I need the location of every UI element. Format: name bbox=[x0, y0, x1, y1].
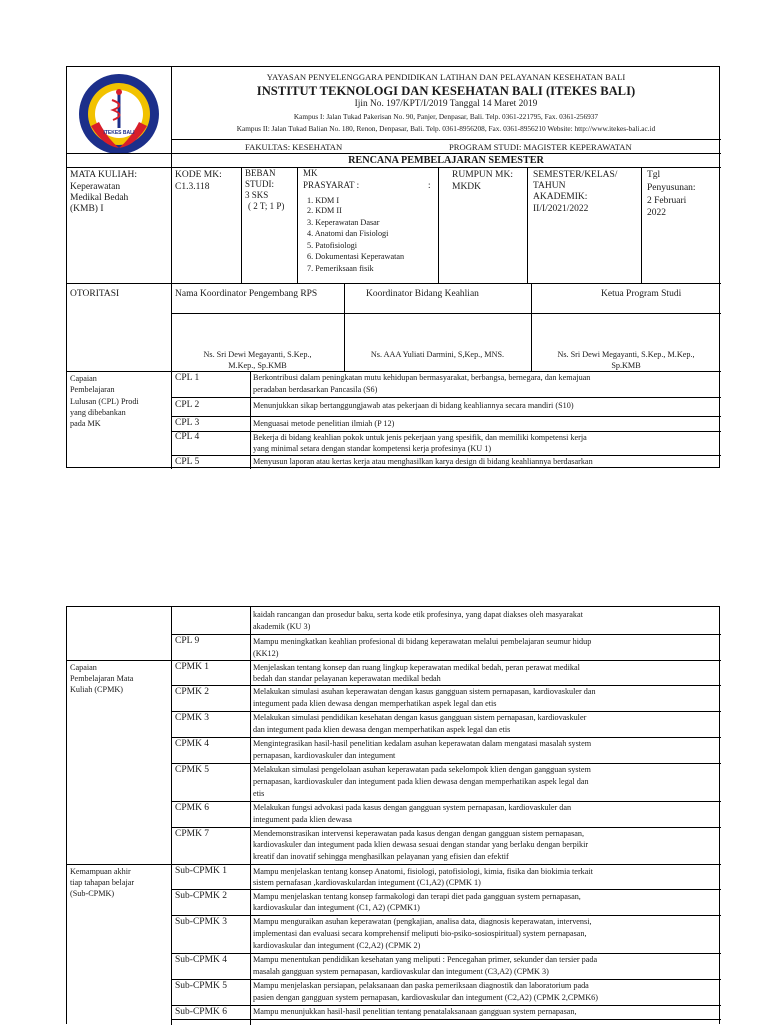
sub-label-line-2: tiap tahapan belajar bbox=[70, 878, 135, 887]
mk-name-line-2: Medikal Bedah bbox=[70, 193, 129, 203]
cpmk-1-code: CPMK 1 bbox=[175, 662, 210, 672]
tgl-line-4: 2022 bbox=[647, 208, 666, 218]
cpmk-3-code: CPMK 3 bbox=[175, 713, 210, 723]
institute-name: INSTITUT TEKNOLOGI DAN KESEHATAN BALI (ITEKES BALI) bbox=[256, 84, 636, 98]
name-3-line-1: Ns. Sri Dewi Megayanti, S.Kep., M.Kep., bbox=[557, 350, 695, 359]
sub-label-line-1: Kemampuan akhir bbox=[70, 867, 131, 876]
mk-name-line-1: Keperawatan bbox=[70, 182, 121, 192]
otoritas-label: OTORITASI bbox=[70, 289, 120, 299]
sub-cpmk-1-text-1: Mampu menjelaskan tentang konsep Anatomi, fisiologi, patofisiologi, kimia, fisika dan biokimia terkait bbox=[253, 867, 593, 876]
document-title: RENCANA PEMBELAJARAN SEMESTER bbox=[348, 155, 544, 166]
prasyarat-item-5: 5. Patofisiologi bbox=[307, 241, 358, 250]
cpmk-label-line-1: Capaian bbox=[70, 663, 97, 672]
cpmk-5-text-3: etis bbox=[253, 789, 265, 798]
cpmk-4-text-1: Mengintegrasikan hasil-hasil penelitian kedalam asuhan keperawatan dalam mengatasi masalah system bbox=[253, 739, 592, 748]
prasyarat-item-2: 2. KDM II bbox=[307, 206, 342, 215]
mk-name-line-3: (KMB) I bbox=[70, 204, 104, 214]
sub-label-line-3: (Sub-CPMK) bbox=[70, 889, 115, 898]
course-code: C1.3.118 bbox=[175, 182, 210, 192]
cpmk-1-text-1: Menjelaskan tentang konsep dan ruang lingkup keperawatan medikal bedah, peran perawat medikal bbox=[253, 663, 580, 672]
sub-cpmk-3-text-2: implementasi dan evaluasi secara komprehensif meliputi bio-psiko-sosiospiritual) system pernapasan, bbox=[253, 929, 587, 938]
sub-cpmk-5-text-1: Mampu menjelaskan persiapan, pelaksanaan dan paska pemeriksaan diagnostik dan laboratorium pada bbox=[253, 981, 589, 990]
svg-text:ITEKES BALI: ITEKES BALI bbox=[103, 130, 135, 136]
prasyarat-colon: : bbox=[428, 180, 431, 190]
name-1-line-1: Ns. Sri Dewi Megayanti, S.Kep., bbox=[203, 350, 312, 359]
otoritas-col-3: Ketua Program Studi bbox=[601, 289, 682, 299]
cpmk-1-text-2: bedah dan standar pelayanan keperawatan medikal bedah bbox=[253, 674, 441, 683]
cpmk-6-text-1: Melakukan fungsi advokasi pada kasus dengan gangguan system pernapasan, kardiovaskuler dan bbox=[253, 803, 572, 812]
sub-cpmk-4-text-2: masalah gangguan system pernapasan, kardiovaskular dan integument (C3,A2) (CPMK 3) bbox=[253, 967, 549, 976]
cpl-2-code: CPL 2 bbox=[175, 400, 200, 410]
cpmk-6-text-2: integument pada klien dewasa bbox=[253, 815, 352, 824]
itekes-logo bbox=[77, 72, 161, 156]
cpmk-2-text-2: integument pada klien dewasa dengan memperhatikan aspek legal dan etis bbox=[253, 699, 497, 708]
cpmk-5-text-1: Melakukan simulasi pengelolaan asuhan keperawatan pada sekelompok klien dengan gangguan system bbox=[253, 765, 591, 774]
permit-number: Ijin No. 197/KPT/I/2019 Tanggal 14 Maret 2019 bbox=[354, 99, 538, 109]
cpl-9-code: CPL 9 bbox=[175, 636, 200, 646]
sub-cpmk-6-code: Sub-CPMK 6 bbox=[175, 1007, 227, 1017]
sub-cpmk-4-text-1: Mampu menentukan pendidikan kesehatan yang meliputi : Pencegahan primer, sekunder dan tersier pada bbox=[253, 955, 598, 964]
cpl-9-text-1: Mampu meningkatkan keahlian profesional di bidang keperawatan melalui pembelajaran seumur hidup bbox=[253, 637, 592, 646]
cpl-5-cont-1: kaidah rancangan dan prosedur baku, serta kode etik profesinya, yang dapat diakses oleh masyarakat bbox=[253, 610, 583, 619]
cpmk-label-line-3: Kuliah (CPMK) bbox=[70, 685, 123, 694]
cpl-1-code: CPL 1 bbox=[175, 373, 200, 383]
rumpun-label: RUMPUN MK: bbox=[452, 170, 513, 180]
cpl-label-line-5: pada MK bbox=[70, 419, 101, 428]
cpl-3-code: CPL 3 bbox=[175, 418, 200, 428]
prasyarat-item-7: 7. Pemeriksaan fisik bbox=[307, 264, 374, 273]
sub-cpmk-6-text-1: Mampu menunjukkan hasil-hasil penelitian tentang penatalaksanaan gangguan system pernapasan, bbox=[253, 1007, 577, 1016]
cpmk-7-text-1: Mendemonstrasikan intervensi keperawatan pada kasus dengan dengan gangguan sistem pernapasan, bbox=[253, 829, 585, 838]
rumpun-value: MKDK bbox=[452, 182, 482, 192]
name-2: Ns. AAA Yuliati Darmini, S,Kep., MNS. bbox=[370, 350, 505, 359]
sub-cpmk-1-text-2: sistem pernafasan ,kardiovaskulardan integument (C1,A2) (CPMK 1) bbox=[253, 878, 481, 887]
cpl-4-text-1: Bekerja di bidang keahlian pokok untuk jenis pekerjaan yang spesifik, dan memiliki kompetensi kerja bbox=[253, 433, 587, 442]
campus-1-address: Kampus I: Jalan Tukad Pakerisan No. 90, Panjer, Denpasar, Bali. Telp. 0361-221795, Fax. 0361-256937 bbox=[293, 112, 599, 121]
beban-line-2: STUDI: bbox=[245, 179, 274, 189]
program-label: PROGRAM STUDI: MAGISTER KEPERAWATAN bbox=[449, 142, 632, 152]
faculty-label: FAKULTAS: KESEHATAN bbox=[245, 142, 343, 152]
tgl-line-2: Penyusunan: bbox=[647, 183, 696, 193]
semester-line-2: TAHUN bbox=[533, 181, 566, 191]
mk-label: MATA KULIAH: bbox=[70, 170, 138, 180]
cpl-label-line-3: Lulusan (CPL) Prodi bbox=[70, 397, 139, 406]
semester-line-3: AKADEMIK: bbox=[533, 192, 588, 202]
cpmk-2-text-1: Melakukan simulasi asuhan keperawatan dengan kasus gangguan sistem pernapasan, kardiovaskuler dan bbox=[253, 687, 596, 696]
cpl-5-cont-2: akademik (KU 3) bbox=[253, 622, 311, 631]
prasyarat-item-3: 3. Keperawatan Dasar bbox=[307, 218, 380, 227]
cpmk-7-code: CPMK 7 bbox=[175, 829, 210, 839]
sub-cpmk-3-code: Sub-CPMK 3 bbox=[175, 917, 227, 927]
rps-page-2 bbox=[66, 606, 720, 1024]
cpl-2-text-1: Menunjukkan sikap bertanggungjawab atas pekerjaan di bidang keahliannya secara mandiri (S10) bbox=[253, 401, 574, 410]
sub-cpmk-3-text-1: Mampu menguraikan asuhan keperawatan (pengkajian, analisa data, diagnosis keperawatan, intervensi, bbox=[253, 917, 592, 926]
cpl-4-code: CPL 4 bbox=[175, 432, 200, 442]
sub-cpmk-2-text-2: kardiovaskular dan integument (C1, A2) (CPMK1) bbox=[253, 903, 420, 912]
cpmk-5-text-2: pernapasan, kardiovaskuler dan integument pada klien dewasa dengan memperhatikan aspek legal dan bbox=[253, 777, 589, 786]
beban-line-3: 3 SKS bbox=[245, 190, 269, 200]
prasyarat-item-6: 6. Dokumentasi Keperawatan bbox=[307, 252, 405, 261]
tgl-line-1: Tgl bbox=[647, 170, 661, 180]
cpmk-4-code: CPMK 4 bbox=[175, 739, 210, 749]
cpmk-6-code: CPMK 6 bbox=[175, 803, 210, 813]
name-3-line-2: Sp.KMB bbox=[611, 361, 641, 370]
otoritas-col-2: Koordinator Bidang Keahlian bbox=[366, 289, 479, 299]
cpl-9-text-2: (KK12) bbox=[253, 649, 279, 658]
cpl-1-text-1: Berkontribusi dalam peningkatan mutu kehidupan bermasyarakat, berbangsa, bernegara, dan kemajuan bbox=[253, 373, 591, 382]
semester-line-1: SEMESTER/KELAS/ bbox=[533, 170, 618, 180]
cpmk-label-line-2: Pembelajaran Mata bbox=[70, 674, 134, 683]
prasyarat-item-4: 4. Anatomi dan Fisiologi bbox=[307, 229, 389, 238]
cpl-label-line-4: yang dibebankan bbox=[70, 408, 126, 417]
sub-cpmk-2-text-1: Mampu menjelaskan tentang konsep farmakologi dan terapi diet pada gangguan system pernapasan, bbox=[253, 892, 581, 901]
cpmk-5-code: CPMK 5 bbox=[175, 765, 210, 775]
sub-cpmk-3-text-3: kardiovaskular dan integument (C2,A2) (CPMK 2) bbox=[253, 941, 421, 950]
cpmk-3-text-2: dan integument pada klien dewasa dengan memperhatikan aspek legal dan etis bbox=[253, 725, 511, 734]
foundation-name: YAYASAN PENYELENGGARA PENDIDIKAN LATIHAN DAN PELAYANAN KESEHATAN BALI bbox=[266, 72, 626, 82]
sub-cpmk-5-code: Sub-CPMK 5 bbox=[175, 981, 227, 991]
sub-cpmk-5-text-2: pasien dengan gangguan system pernapasan, kardiovaskular dan integument (C2,A2) (CPMK 2,CPMK6) bbox=[253, 993, 598, 1002]
name-1-line-2: M.Kep., Sp.KMB bbox=[228, 361, 287, 370]
cpl-5-code: CPL 5 bbox=[175, 457, 200, 467]
cpmk-7-text-3: kreatif dan inovatif sehingga menghasilkan pelayanan yang efisien dan efektif bbox=[253, 852, 509, 861]
campus-2-address: Kampus II: Jalan Tukad Balian No. 180, Renon, Denpasar, Bali. Telp. 0361-8956208, Fax. 0361-8956210 Website: http://www.itekes-bali.ac.id bbox=[236, 124, 656, 133]
cpl-1-text-2: peradaban berdasarkan Pancasila (S6) bbox=[253, 385, 378, 394]
tgl-line-3: 2 Februari bbox=[647, 196, 687, 206]
cpmk-3-text-1: Melakukan simulasi pendidikan kesehatan dengan kasus gangguan sistem pernapasan, kardiovaskuler bbox=[253, 713, 587, 722]
beban-line-4: ( 2 T; 1 P) bbox=[248, 201, 285, 211]
beban-line-1: BEBAN bbox=[245, 168, 276, 178]
code-label: KODE MK: bbox=[175, 170, 222, 180]
cpl-4-text-2: yang minimal setara dengan standar kompetensi kerja profesinya (KU 1) bbox=[253, 444, 492, 453]
cpl-label-line-1: Capaian bbox=[70, 374, 97, 383]
prasyarat-label: PRASYARAT : bbox=[303, 180, 360, 190]
sub-cpmk-4-code: Sub-CPMK 4 bbox=[175, 955, 227, 965]
prasyarat-item-1: 1. KDM I bbox=[307, 196, 340, 205]
sub-cpmk-1-code: Sub-CPMK 1 bbox=[175, 866, 227, 876]
rps-page-1 bbox=[66, 66, 720, 468]
cpmk-4-text-2: pernapasan, kardiovaskuler dan integument bbox=[253, 751, 396, 760]
cpl-5-text-1: Menyusun laporan atau kertas kerja atau menghasilkan karya design di bidang keahliannya berdasarkan bbox=[253, 457, 593, 466]
cpmk-7-text-2: kardiovaskuler dan integument pada klien dewasa sesuai dengan standar yang berlaku dengan berpikir bbox=[253, 840, 589, 849]
cpmk-2-code: CPMK 2 bbox=[175, 687, 210, 697]
semester-line-4: II/I/2021/2022 bbox=[533, 204, 589, 214]
cpl-label-line-2: Pembelajaran bbox=[70, 385, 115, 394]
sub-cpmk-2-code: Sub-CPMK 2 bbox=[175, 891, 227, 901]
otoritas-col-1: Nama Koordinator Pengembang RPS bbox=[175, 289, 318, 299]
prasyarat-title: MK bbox=[303, 168, 318, 178]
cpl-3-text-1: Menguasai metode penelitian ilmiah (P 12) bbox=[253, 419, 395, 428]
